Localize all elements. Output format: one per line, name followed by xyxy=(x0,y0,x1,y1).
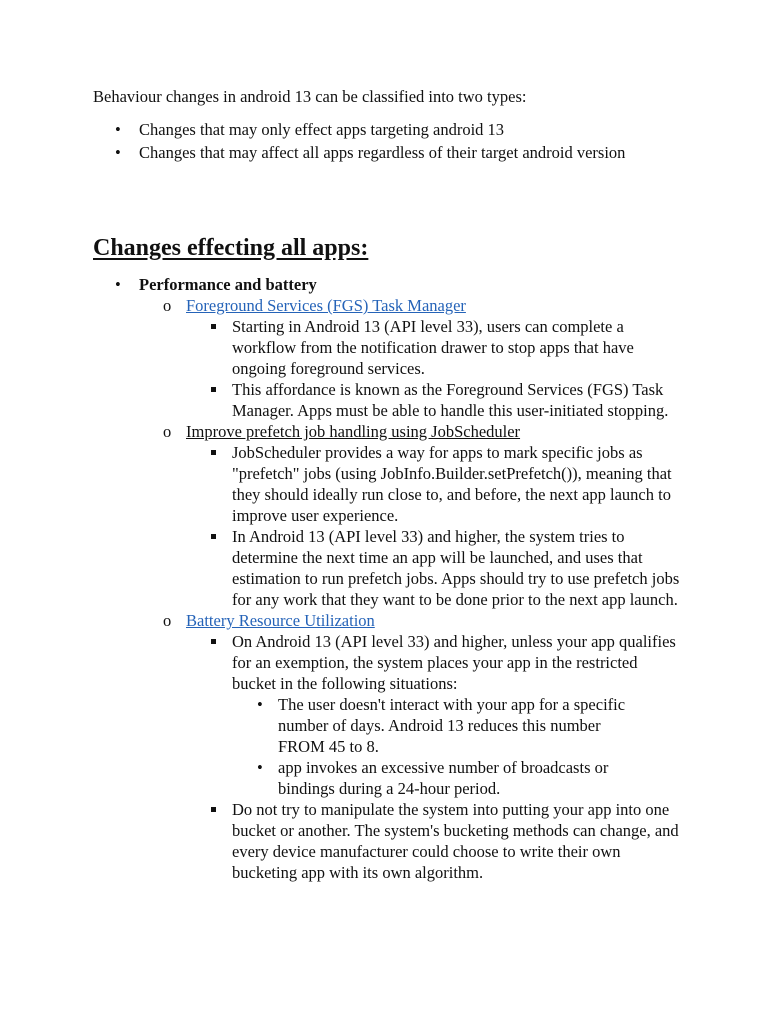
category-label: Performance and battery xyxy=(139,275,317,294)
point-text: Starting in Android 13 (API level 33), users can complete a workflow from the notification drawer to stop apps that have ongoing foreground services. xyxy=(232,317,634,378)
subsection-item xyxy=(139,421,693,610)
situation-text: app invokes an excessive number of broadcasts or bindings during a 24-hour period. xyxy=(278,758,609,798)
point-list xyxy=(186,631,693,883)
square-bullet-icon xyxy=(211,807,216,812)
square-bullet-icon xyxy=(211,450,216,455)
point-text: Do not try to manipulate the system into putting your app into one bucket or another. The system's bucketing methods can change, and every device manufacturer could choose to write their own bucketing app with its own algorithm. xyxy=(232,800,679,882)
point-item xyxy=(186,316,682,379)
category-list xyxy=(93,274,693,883)
circle-bullet-icon: o xyxy=(163,611,172,630)
point-list xyxy=(186,442,693,610)
category-item xyxy=(93,274,693,883)
square-bullet-icon xyxy=(211,324,216,329)
point-item xyxy=(186,442,682,526)
fgs-task-manager-link[interactable]: Foreground Services (FGS) Task Manager xyxy=(186,296,466,315)
situation-list xyxy=(232,694,682,799)
subsection-item xyxy=(139,295,693,421)
situation-text: The user doesn't interact with your app for a specific number of days. Android 13 reduces this number FROM 45 to 8. xyxy=(278,695,626,756)
subsection-title: Improve prefetch job handling using JobScheduler xyxy=(186,422,521,441)
intro-bullet-list xyxy=(93,118,733,164)
point-text: On Android 13 (API level 33) and higher, unless your app qualifies for an exemption, the system places your app in the restricted bucket in the following situations: xyxy=(232,632,676,693)
subsection-list xyxy=(139,295,693,883)
point-list xyxy=(186,316,693,421)
point-item xyxy=(186,799,682,883)
dot-bullet-icon: • xyxy=(257,695,263,714)
circle-bullet-icon: o xyxy=(163,296,172,315)
intro-paragraph: Behaviour changes in android 13 can be classified into two types: xyxy=(93,87,527,106)
point-text: In Android 13 (API level 33) and higher, the system tries to determine the next time an app will be launched, and uses that estimation to run prefetch jobs. Apps should try to use prefetch jobs for any work that they want to be done prior to the next app launch. xyxy=(232,527,680,609)
point-item xyxy=(186,379,682,421)
point-text: This affordance is known as the Foreground Services (FGS) Task Manager. Apps must be able to handle this user-initiated stopping. xyxy=(232,380,669,420)
dot-bullet-icon: • xyxy=(257,758,263,777)
subsection-item xyxy=(139,610,693,883)
square-bullet-icon xyxy=(211,387,216,392)
situation-item xyxy=(232,757,638,799)
point-item xyxy=(186,526,682,610)
intro-bullet-item: • Changes that may affect all apps regardless of their target android version xyxy=(93,141,733,164)
intro-bullet-item: • Changes that may only effect apps targeting android 13 xyxy=(93,118,733,141)
battery-resource-utilization-link[interactable]: Battery Resource Utilization xyxy=(186,611,375,630)
square-bullet-icon xyxy=(211,639,216,644)
point-item xyxy=(186,631,682,799)
point-text: JobScheduler provides a way for apps to mark specific jobs as "prefetch" jobs (using JobInfo.Builder.setPrefetch()), meaning that they should ideally run close to, and before, the next app launch to improve user experience. xyxy=(232,443,672,525)
section-heading: Changes effecting all apps: xyxy=(93,235,369,261)
square-bullet-icon xyxy=(211,534,216,539)
circle-bullet-icon: o xyxy=(163,422,172,441)
situation-item xyxy=(232,694,638,757)
